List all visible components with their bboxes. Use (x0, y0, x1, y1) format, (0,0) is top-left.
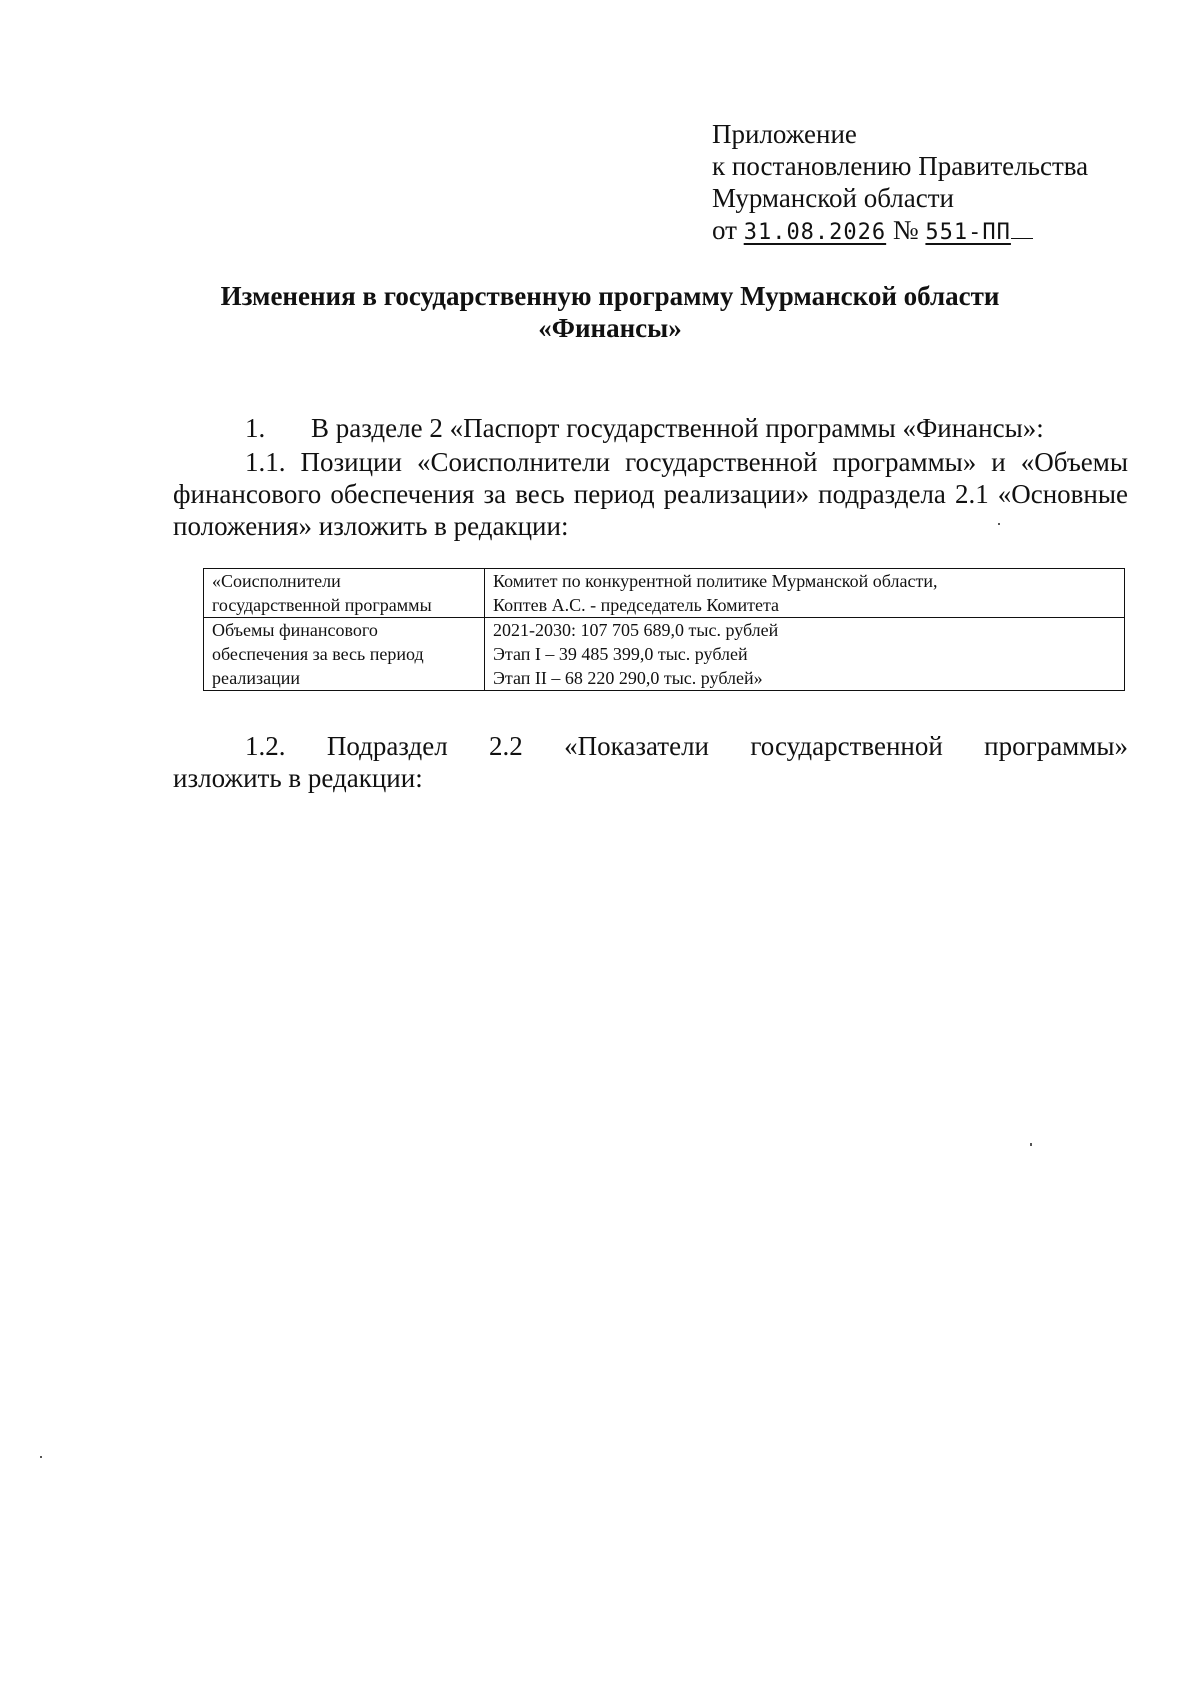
cell-line: государственной программы (212, 595, 432, 615)
passport-table-body (204, 569, 1125, 691)
item-1-text: В разделе 2 «Паспорт государственной программы «Финансы»: (311, 413, 1044, 443)
title-line-2: «Финансы» (538, 313, 682, 343)
table-cell-label (204, 618, 485, 691)
item-1-2-line-2: изложить в редакции: (173, 763, 423, 793)
scan-speck (40, 1456, 42, 1458)
cell-line: реализации (212, 668, 300, 688)
table-cell-value (485, 569, 1125, 618)
table-cell-value (485, 618, 1125, 691)
table-cell-label (204, 569, 485, 618)
appendix-block (712, 118, 1088, 249)
item-1-2-word: «Показатели (564, 731, 710, 761)
appendix-date-line (712, 214, 1088, 249)
cell-line: Этап I – 39 485 399,0 тыс. рублей (493, 644, 748, 664)
item-1 (173, 412, 1128, 444)
scan-speck (998, 523, 1000, 525)
item-1-2-word: Подраздел (326, 731, 448, 761)
cell-line: обеспечения за весь период (212, 644, 424, 664)
number-sign: № (892, 215, 919, 245)
item-1-2-word: государственной (750, 731, 943, 761)
cell-line: «Соисполнители (212, 571, 341, 591)
cell-line: Коптев А.С. - председатель Комитета (493, 595, 780, 615)
table-row (204, 569, 1125, 618)
scan-speck (1030, 1143, 1032, 1146)
item-1-2-word: программы» (984, 731, 1128, 761)
date-prefix: от (712, 215, 737, 245)
cell-line: 2021-2030: 107 705 689,0 тыс. рублей (493, 620, 779, 640)
decree-number: 551-ПП (925, 220, 1011, 245)
cell-line: Объемы финансового (212, 620, 378, 640)
cell-line: Этап II – 68 220 290,0 тыс. рублей» (493, 668, 763, 688)
item-1-2-word: 1.2. (245, 731, 286, 761)
item-1-number: 1. (245, 413, 266, 443)
appendix-line-2: к постановлению Правительства (712, 151, 1089, 181)
title-line-1: Изменения в государственную программу Мурманской области (220, 281, 1000, 311)
appendix-line-1: Приложение (712, 119, 857, 149)
number-underline (1011, 216, 1033, 239)
table-row (204, 618, 1125, 691)
item-1-1: 1.1. Позиции «Соисполнители государственной программы» и «Объемы финансового обеспечения за весь период реализации» подраздела 2.1 «Основные положения» изложить в редакции: (173, 447, 1128, 541)
document-title (170, 280, 1050, 344)
decree-date: 31.08.2026 (743, 220, 887, 245)
appendix-line-3: Мурманской области (712, 183, 954, 213)
item-1-2-word: 2.2 (489, 731, 523, 761)
passport-table (203, 568, 1125, 691)
cell-line: Комитет по конкурентной политике Мурманской области, (493, 571, 938, 591)
item-1-2-line-1 (173, 730, 1128, 762)
